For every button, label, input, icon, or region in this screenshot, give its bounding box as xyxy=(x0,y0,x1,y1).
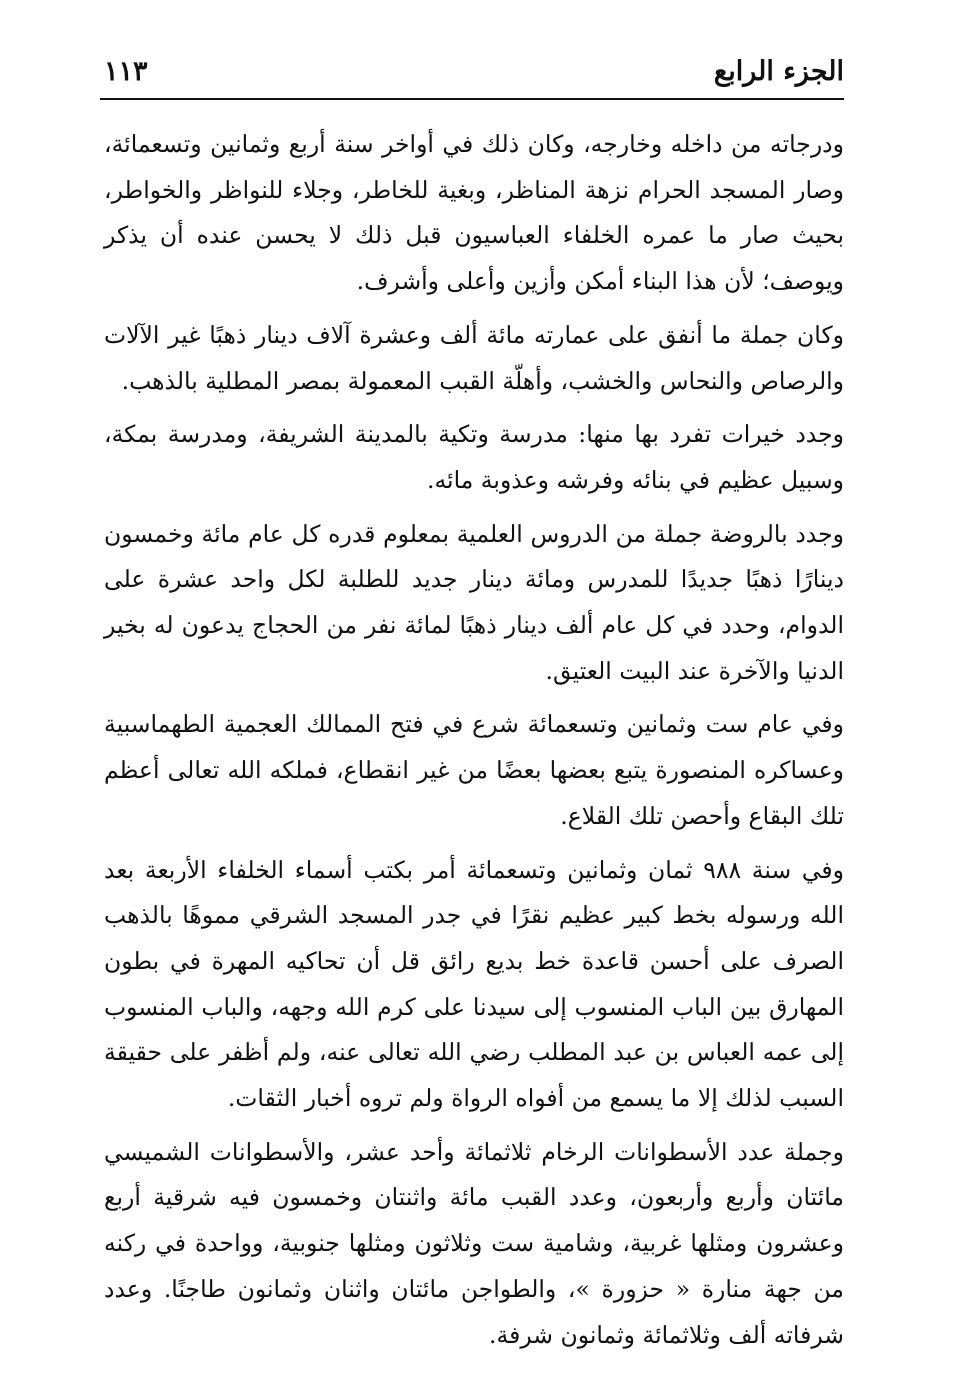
paragraph-3: وجدد خيرات تفرد بها منها: مدرسة وتكية بالمدينة الشريفة، ومدرسة بمكة، وسبيل عظيم في بنائه وفرشه وعذوبة مائه. xyxy=(104,420,844,494)
header-rule xyxy=(100,98,844,100)
page-number: ١١٣ xyxy=(104,56,148,87)
paragraph-1: ودرجاته من داخله وخارجه، وكان ذلك في أواخر سنة أربع وثمانين وتسعمائة، وصار المسجد الحرام نزهة المناظر، وبغية للخاطر، وجلاء للنواظر والخواطر، بحيث صار ما عمره الخلفاء العباسيون قبل ذلك لا يحسن عنده أن يذكر ويوصف؛ لأن هذا البناء أمكن وأزين وأعلى وأشرف. xyxy=(104,130,844,296)
running-title: الجزء الرابع xyxy=(713,56,844,87)
paragraph-5: وفي عام ست وثمانين وتسعمائة شرع في فتح الممالك العجمية الطهماسبية وعساكره المنصورة يتبع بعضها بعضًا من غير انقطاع، فملكه الله تعالى أعظم تلك البقاع وأحصن تلك القلاع. xyxy=(104,710,844,830)
body-text xyxy=(104,122,844,1366)
paragraph-6: وفي سنة ٩٨٨ ثمان وثمانين وتسعمائة أمر بكتب أسماء الخلفاء الأربعة بعد الله ورسوله بخط كبير عظيم نقرًا في جدر المسجد الشرقي مموهًا بالذهب الصرف على أحسن قاعدة خط بديع رائق قل أن تحاكيه المهرة في بطون المهارق بين الباب المنسوب إلى سيدنا على كرم الله وجهه، والباب المنسوب إلى عمه العباس بن عبد المطلب رضي الله تعالى عنه، ولم أظفر على حقيقة السبب لذلك إلا ما يسمع من أفواه الرواة ولم تروه أخبار الثقات. xyxy=(104,855,844,1113)
paragraph-4: وجدد بالروضة جملة من الدروس العلمية بمعلوم قدره كل عام مائة وخمسون دينارًا ذهبًا جديدًا للمدرس ومائة دينار جديد للطلبة لكل واحد عشرة على الدوام، وحدد في كل عام ألف دينار ذهبًا لمائة نفر من الحجاج يدعون له بخير الدنيا والآخرة عند البيت العتيق. xyxy=(104,519,844,685)
paragraph-7: وجملة عدد الأسطوانات الرخام ثلاثمائة وأحد عشر، والأسطوانات الشميسي مائتان وأربع وأربعون، وعدد القبب مائة واثنتان وخمسون فيه شرقية أربع وعشرون ومثلها غربية، وشامية ست وثلاثون ومثلها جنوبية، وواحدة في ركنه من جهة منارة « حزورة »، والطواجن مائتان واثنان وثمانون طاجنًا. وعدد شرفاته ألف وثلاثمائة وثمانون شرفة. xyxy=(104,1137,844,1349)
running-head xyxy=(100,52,844,92)
paragraph-2: وكان جملة ما أنفق على عمارته مائة ألف وعشرة آلاف دينار ذهبًا غير الآلات والرصاص والنحاس والخشب، وأهلّة القبب المعمولة بمصر المطلية بالذهب. xyxy=(104,320,844,395)
